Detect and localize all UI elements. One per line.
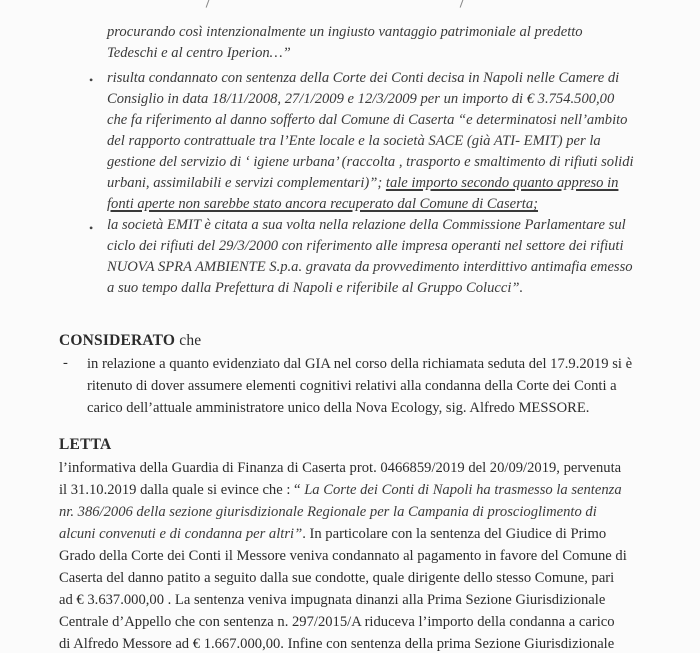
text-line: Tedeschi e al centro Iperion…” xyxy=(107,45,291,61)
text-line xyxy=(107,195,538,213)
text-line: la società EMIT è citata a sua volta nella relazione della Commissione Parlamentare sul xyxy=(107,217,626,233)
text-line: nr. 386/2006 della sezione giurisdizionale Regionale per la Campania di proscioglimento di xyxy=(59,504,597,520)
section-heading xyxy=(59,332,201,350)
text-line: risulta condannato con sentenza della Corte dei Conti decisa in Napoli nelle Camere di xyxy=(107,70,620,86)
dash-marker: - xyxy=(63,355,68,371)
text-line: ad € 3.637.000,00 . La sentenza veniva impugnata dinanzi alla Prima Sezione Giurisdizionale xyxy=(59,592,606,608)
text-line xyxy=(59,481,622,499)
text-segment: urbani, assimilabili e servizi complementari)”; xyxy=(107,175,386,191)
text-line: ritenuto di dover assumere elementi cognitivi relativi alla condanna della Corte dei Conti a xyxy=(87,378,617,394)
text-line: in relazione a quanto evidenziato dal GIA nel corso della richiamata seduta del 17.9.2019 si è xyxy=(87,356,633,372)
underlined-highlight: fonti aperte non sarebbe stato ancora recuperato dal Comune di Caserta; xyxy=(107,196,539,212)
scan-mark xyxy=(206,0,212,8)
bullet-marker: • xyxy=(89,221,94,235)
quoted-text: alcuni convenuti e di condanna per altri” xyxy=(59,526,303,542)
bullet-marker: • xyxy=(89,73,94,87)
text-line: Caserta del danno patito a seguito dalla sue condotte, quale dirigente dello stesso Comune, pari xyxy=(59,570,615,586)
heading-suffix: che xyxy=(175,332,202,349)
text-line: a suo tempo dalla Prefettura di Napoli e riferibile al Gruppo Colucci”. xyxy=(107,280,524,296)
text-line: procurando così intenzionalmente un ingiusto vantaggio patrimoniale al predetto xyxy=(107,24,583,40)
quoted-text: La Corte dei Conti di Napoli ha trasmesso la sentenza xyxy=(304,482,622,498)
text-line: del rapporto contrattuale tra l’Ente locale e la società SACE (già ATI- EMIT) per la xyxy=(107,133,601,149)
text-line: gestione del servizio di ‘ igiene urbana’ (raccolta , trasporto e smaltimento di rifiuti solidi xyxy=(107,154,634,170)
text-line: carico dell’attuale amministratore unico della Nova Ecology, sig. Alfredo MESSORE. xyxy=(87,400,590,416)
heading-text: CONSIDERATO xyxy=(59,332,176,349)
text-segment: . In particolare con la sentenza del Giudice di Primo xyxy=(302,526,607,542)
text-line: di Alfredo Messore ad € 1.667.000,00. Infine con sentenza della prima Sezione Giurisdizionale xyxy=(59,636,615,652)
text-line: Centrale d’Appello che con sentenza n. 297/2015/A riduceva l’importo della condanna a carico xyxy=(59,614,615,630)
text-line: Grado della Corte dei Conti il Messore veniva condannato al pagamento in favore del Comune di xyxy=(59,548,627,564)
text-line: l’informativa della Guardia di Finanza di Caserta prot. 0466859/2019 del 20/09/2019, pervenuta xyxy=(59,460,622,476)
text-segment: il 31.10.2019 dalla quale si evince che : “ xyxy=(59,482,305,498)
text-line: ciclo dei rifiuti del 29/3/2000 con riferimento alle impresa operanti nel settore dei rifiuti xyxy=(107,238,624,254)
underlined-highlight: tale importo secondo quanto appreso in xyxy=(385,175,619,191)
text-line: NUOVA SPRA AMBIENTE S.p.a. gravata da provvedimento interdittivo antimafia emesso xyxy=(107,259,633,275)
section-heading: LETTA xyxy=(59,436,112,453)
text-line: Consiglio in data 18/11/2008, 27/1/2009 e 12/3/2009 per un importo di € 3.754.500,00 xyxy=(107,91,615,107)
text-line xyxy=(59,525,606,543)
scan-mark xyxy=(460,0,466,8)
text-line xyxy=(107,174,618,192)
text-line: che fa riferimento al danno sofferto dal Comune di Caserta “e determinatosi nell’ambito xyxy=(107,112,628,128)
